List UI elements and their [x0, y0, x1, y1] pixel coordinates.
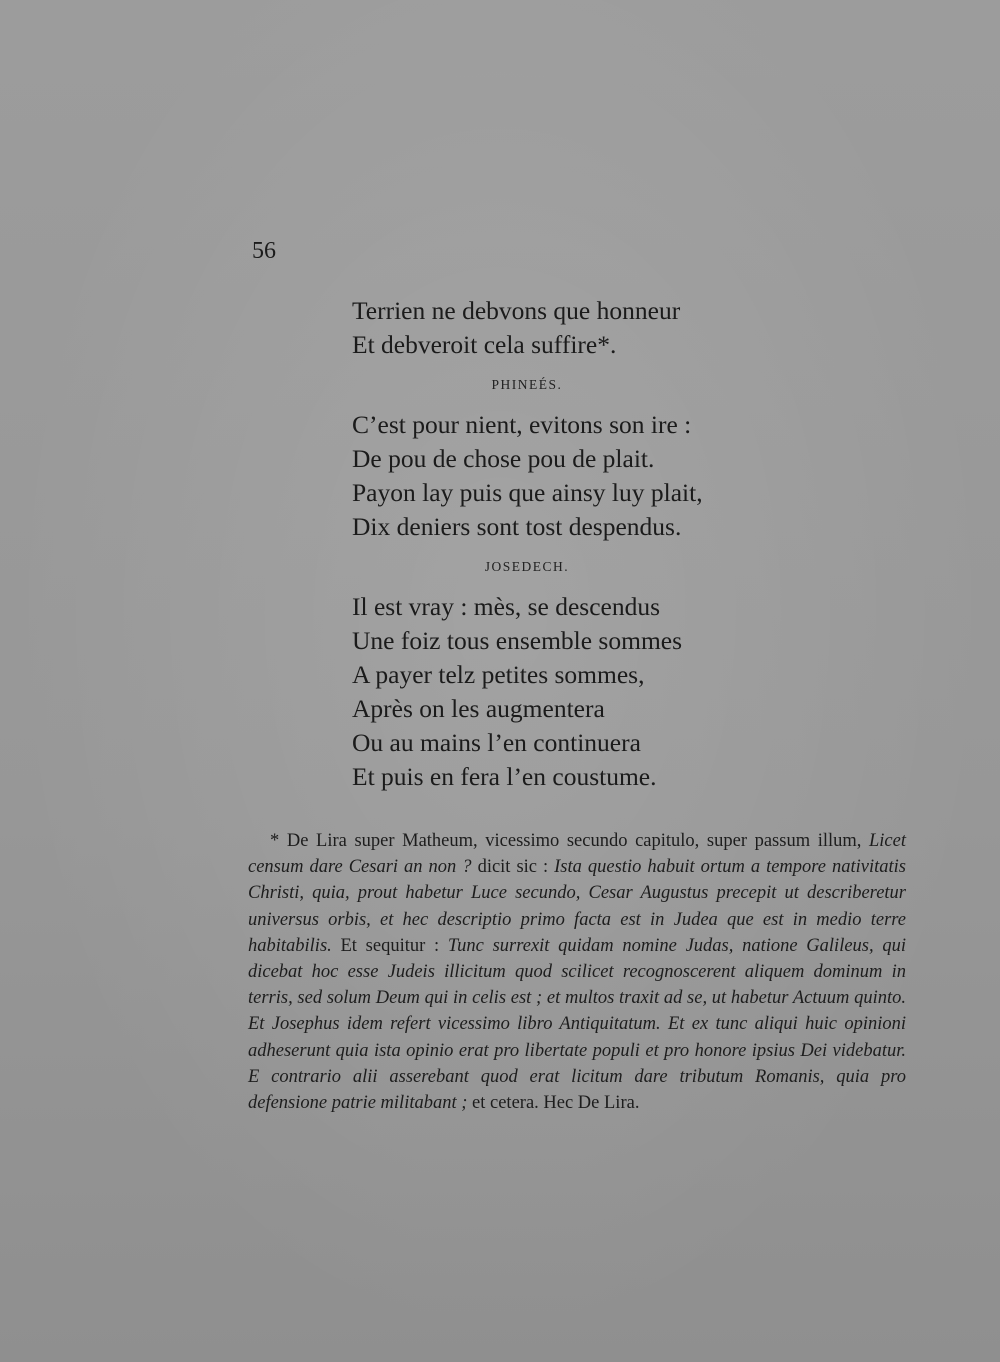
footnote-text: dicit sic :: [471, 857, 555, 878]
footnote-text: et cetera. Hec De Lira.: [467, 1093, 640, 1114]
verse-line: Et debveroit cela suffire*.: [352, 330, 617, 359]
verse-line: Après on les augmentera: [352, 694, 605, 723]
verse-line: Ou au mains l’en continuera: [352, 728, 641, 757]
verse-line: A payer telz petites sommes,: [352, 660, 645, 689]
footnote: [248, 828, 906, 1116]
verse-line: Payon lay puis que ainsy luy plait,: [352, 478, 703, 507]
verse-line: Terrien ne debvons que honneur: [352, 296, 681, 325]
verse-block: [352, 294, 782, 794]
footnote-italic-text: Licet censum dare Cesari an non ?: [248, 831, 906, 878]
verse-line: De pou de chose pou de plait.: [352, 444, 655, 473]
footnote-italic-text: Ista questio habuit ortum a tempore nativitatis Christi, quia, prout habetur Luce secundo, Cesar Augustus precepit ut describeretur universus orbis, et hec descriptio primo facta est in Judea que est in medio terre habitabilis.: [248, 857, 907, 956]
speaker-heading-josedech: JOSEDECH.: [484, 559, 570, 574]
footnote-italic-text: Tunc surrexit quidam nomine Judas, natione Galileus, qui dicebat hoc esse Judeis illicitum quod scilicet recognoscerent aliquem dominum in terris, sed solum Deum qui in celis est ; et multos traxit ad se, ut habetur Actuum quinto. Et Josephus idem refert vicessimo libro Antiquitatum. Et ex tunc aliqui huic opinioni adheserunt quia ista opinio erat pro libertate populi et pro honore ipsius Dei videbatur. E contrario alii asserebant quod erat licitum dare tributum Romanis, quia pro defensione patrie militabant ;: [248, 935, 906, 1114]
speaker-heading-phinees: PHINEÉS.: [491, 377, 563, 392]
verse-line: C’est pour nient, evitons son ire :: [352, 410, 692, 439]
verse-line: Une foiz tous ensemble sommes: [352, 626, 683, 655]
verse-line: Dix deniers sont tost despendus.: [352, 512, 682, 541]
page-number: 56: [252, 238, 276, 264]
footnote-paragraph: [248, 828, 906, 1116]
footnote-text: Et sequitur :: [331, 935, 448, 956]
footnote-text: * De Lira super Matheum, vicessimo secundo capitulo, super passum illum,: [270, 831, 869, 851]
verse-line: Et puis en fera l’en coustume.: [352, 762, 657, 791]
verse-line: Il est vray : mès, se descendus: [352, 592, 661, 621]
